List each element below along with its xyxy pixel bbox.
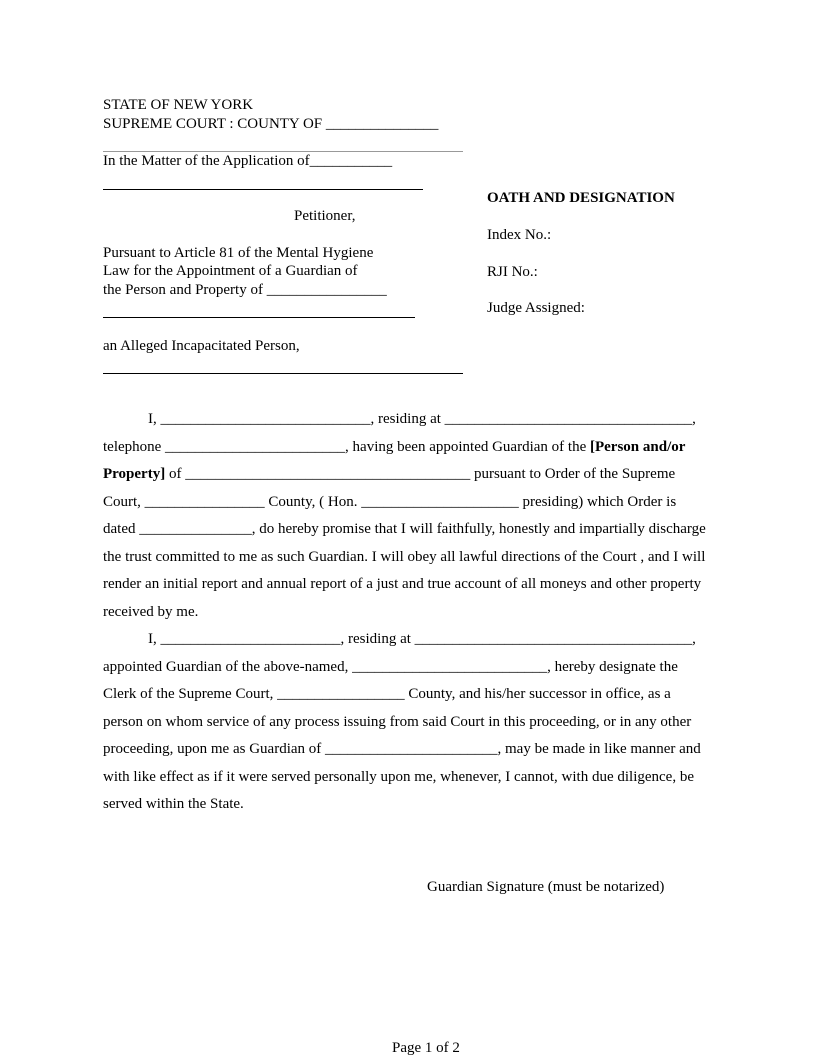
pursuant-line-1: Pursuant to Article 81 of the Mental Hygiene (103, 245, 374, 261)
designation-line: I, ________________________, residing at _____________________________________, (148, 631, 696, 647)
oath-line: Property] of ______________________________________ pursuant to Order of the Supreme (103, 466, 676, 482)
pursuant-line-2: Law for the Appointment of a Guardian of (103, 263, 358, 279)
matter-line: In the Matter of the Application of___________ (103, 153, 393, 169)
oath-line: dated _______________, do hereby promise that I will faithfully, honestly and impartially discharge (103, 521, 706, 537)
pursuant-line-3: the Person and Property of ________________ (103, 282, 387, 298)
guardian-signature-label: Guardian Signature (must be notarized) (427, 879, 665, 895)
rji-no-label: RJI No.: (487, 264, 538, 280)
oath-line: Court, ________________ County, ( Hon. _____________________ presiding) which Order is (103, 493, 677, 510)
caption-bottom-rule (103, 373, 463, 374)
designation-line: served within the State. (103, 796, 244, 812)
oath-line: render an initial report and annual report of a just and true account of all moneys and other property (103, 576, 702, 592)
person-property-bold: [Person and/or (589, 438, 686, 455)
oath-line: telephone ________________________, having been appointed Guardian of the [Person and/or (103, 438, 686, 455)
applicant-blank (103, 189, 423, 190)
oath-line: received by me. (103, 603, 199, 620)
ward-name-blank (103, 317, 415, 318)
judge-assigned-label: Judge Assigned: (487, 300, 585, 316)
court-heading: SUPREME COURT : COUNTY OF _______________ (103, 116, 439, 132)
page-number: Page 1 of 2 (392, 1040, 460, 1056)
property-bold: Property] (103, 466, 166, 482)
designation-line: with like effect as if it were served personally upon me, whenever, I cannot, with due diligence, be (103, 768, 694, 785)
caption-divider (103, 151, 463, 152)
index-no-label: Index No.: (487, 227, 552, 243)
state-heading: STATE OF NEW YORK (103, 97, 254, 113)
oath-line: I, ____________________________, residing at _________________________________, (148, 411, 696, 427)
designation-line: person on whom service of any process issuing from said Court in this proceeding, or in any other (103, 713, 692, 730)
designation-line: appointed Guardian of the above-named, __________________________, hereby designate the (103, 658, 678, 675)
oath-line: the trust committed to me as such Guardian. I will obey all lawful directions of the Court , and I will (103, 548, 706, 565)
oath-paragraph (103, 406, 755, 626)
designation-line: Clerk of the Supreme Court, _________________ County, and his/her successor in office, as a (103, 686, 671, 702)
designation-line: proceeding, upon me as Guardian of _______________________, may be made in like manner and (103, 741, 701, 757)
aip-label: an Alleged Incapacitated Person, (103, 338, 300, 354)
petitioner-label: Petitioner, (294, 208, 356, 224)
document-title: OATH AND DESIGNATION (487, 190, 675, 206)
designation-paragraph (103, 626, 755, 819)
